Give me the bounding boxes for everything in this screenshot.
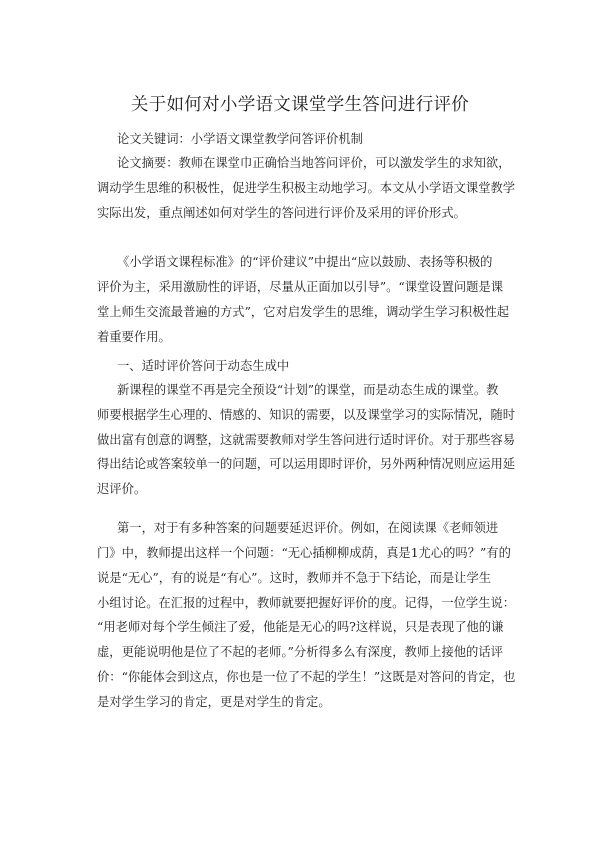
paragraph-line: 堂上师生交流最普遍的方式”，它对启发学生的思维，调动学生学习积极性起 [97,305,510,319]
paragraph-line: 《小学语文课程标准》的“评价建议”中提出“应以鼓励、表扬等积极的 [117,255,493,269]
paragraph-line: 迟评价。 [97,482,147,496]
paragraph-line: “用老师对每个学生倾注了爱，他能是无心的吗?这样说，只是表现了他的谦 [97,620,504,634]
paragraph-line: 着重要作用。 [97,330,171,344]
paragraph-line: 做出富有创意的调整，这就需要教师对学生答问进行适时评价。对于那些容易 [97,433,516,447]
paragraph-line: 小组讨论。在汇报的过程中，教师就要把握好评价的度。记得，一位学生说： [97,596,516,610]
paragraph-line: 是对学生学习的肯定，更是对学生的肯定。 [97,695,331,709]
paragraph-line: 虚，更能说明他是位了不起的老师。”分析得多么有深度，教师上接他的话评 [97,645,503,659]
paragraph-line: 价：“你能体会到这点，你也是一位了不起的学生！”这既是对答问的肯定，也 [97,670,516,684]
abstract-line: 论文摘要：教师在课堂巾正确恰当地答问评价，可以激发学生的求知欲， [117,156,511,170]
paragraph-line: 评价为主，采用激励性的评语，尽量从正面加以引导”。“课堂设置问题是课 [97,280,504,294]
document-title: 关于如何对小学语文课堂学生答问进行评价 [130,95,470,115]
abstract-line: 调动学生思维的积极性，促进学生积极主动地学习。本文从小学语文课堂教学 [97,181,516,195]
keywords-line: 论文关键词：小学语文课堂教学问答评价机制 [117,132,363,146]
abstract-line: 实际出发，重点阐述如何对学生的答问进行评价及采用的评价形式。 [97,206,466,220]
paragraph-line: 新课程的课堂不再是完全预设“计划”的课堂，而是动态生成的课堂。教 [117,383,499,397]
paragraph-line: 说是“无心”，有的说是“有心”。这时，教师并不急于下结论，而是让学生 [97,571,492,585]
paragraph-line: 得出结论或答案较单一的问题，可以运用即时评价，另外两种情况则应运用延 [97,457,516,471]
paragraph-line: 第一，对于有多种答案的问题要延迟评价。例如，在阅读课《老师领进 [117,521,499,535]
paragraph-line: 师要根据学生心理的、情感的、知识的需要，以及课堂学习的实际情况，随时 [97,408,516,422]
paragraph-line: 门》中，教师提出这样一个问题：“无心插柳柳成荫，真是1尤心的吗？”有的 [97,546,511,560]
section-heading: 一、适时评价答问于动态生成中 [117,359,290,373]
